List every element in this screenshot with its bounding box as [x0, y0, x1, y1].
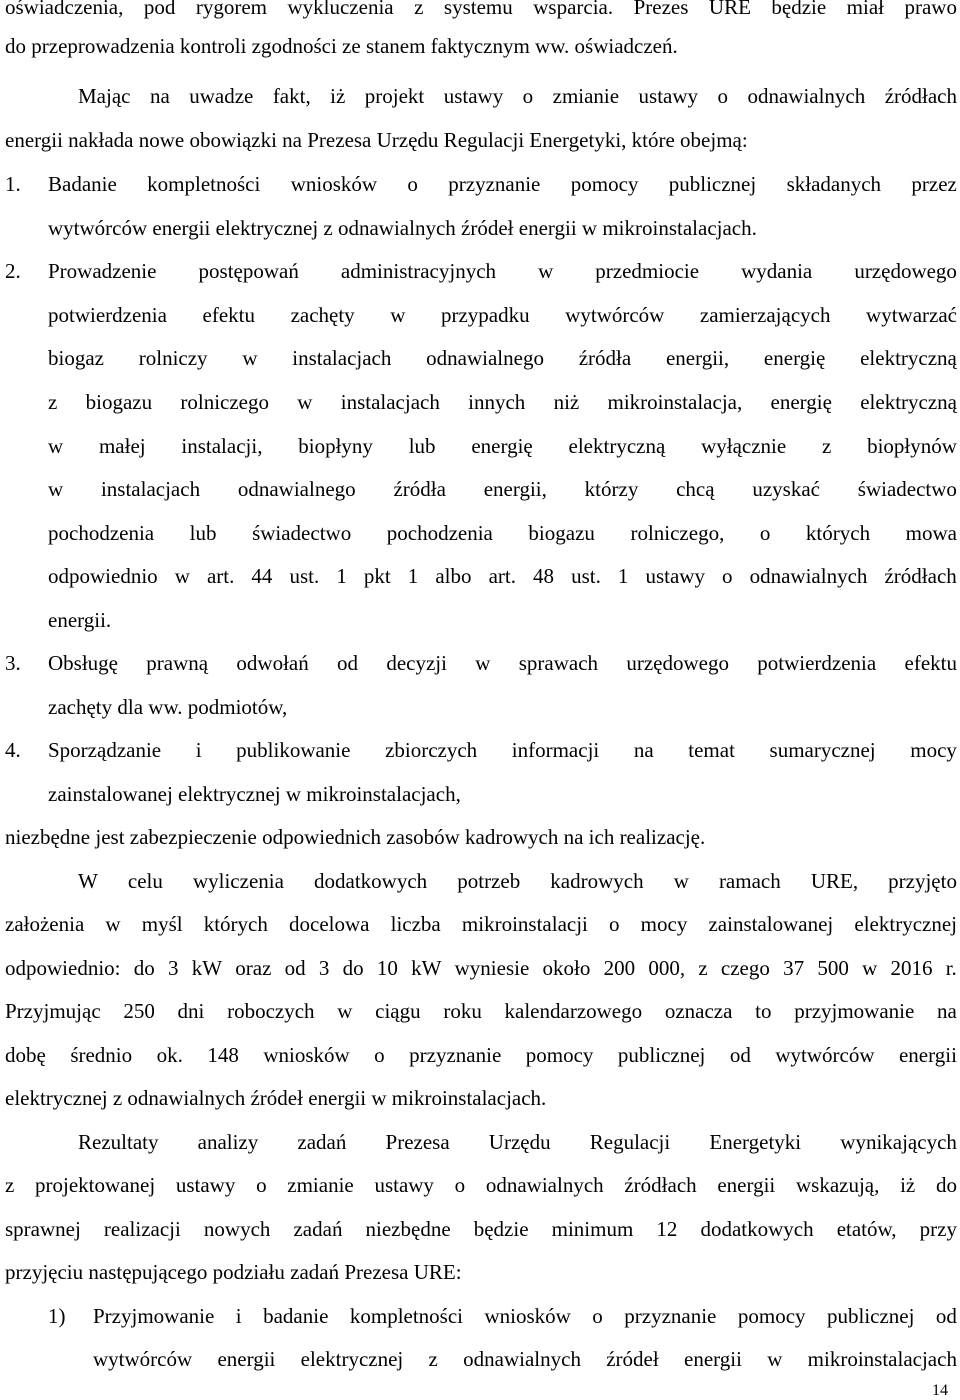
text-line [5, 1043, 957, 1067]
word: energii [717, 1173, 776, 1197]
word: instalacji, [181, 434, 263, 458]
word: kalendarzowego [504, 999, 643, 1023]
word: publicznej [617, 1043, 706, 1067]
word: energii [898, 1043, 957, 1067]
word: 500 [817, 956, 849, 980]
word: w [174, 564, 190, 588]
word: decyzji [386, 651, 447, 675]
word: przyjęto [888, 869, 957, 893]
word: odwołań [236, 651, 309, 675]
word: biogazu [528, 521, 595, 545]
word: badanie [263, 1304, 329, 1328]
text-line [78, 84, 957, 108]
word: odpowiednio [48, 564, 158, 588]
word: ustawy [638, 84, 699, 108]
text-line [48, 303, 957, 327]
word: przyznanie [624, 1304, 717, 1328]
word: minimum [551, 1217, 634, 1241]
word: wskazują, [795, 1173, 880, 1197]
word: chcą [676, 477, 715, 501]
list-marker: 1) [48, 1304, 66, 1328]
word: nowych [203, 1217, 271, 1241]
word: oświadczenia, [5, 0, 124, 19]
word: ciągu [375, 999, 421, 1023]
word: elektrycznej [854, 912, 957, 936]
word: z [698, 956, 708, 980]
word: dodatkowych [314, 869, 428, 893]
word: pomocy [570, 172, 639, 196]
word: od [935, 1304, 957, 1328]
word: URE, [810, 869, 859, 893]
text-line [48, 651, 957, 675]
word: odnawialnego [237, 477, 356, 501]
word: przez [911, 172, 957, 196]
text-line: elektrycznej z odnawialnych źródeł energii w mikroinstalacjach. [5, 1086, 547, 1110]
text-line: do przeprowadzenia kontroli zgodności ze stanem faktycznym ww. oświadczeń. [5, 34, 678, 58]
text-line [5, 956, 957, 980]
word: mikroinstalacjach [807, 1347, 957, 1371]
word: z [428, 1347, 438, 1371]
word: zbiorczych [385, 738, 478, 762]
word: energię [763, 346, 826, 370]
word: docelowa [289, 912, 370, 936]
word: w [475, 651, 491, 675]
word: odpowiednio: [5, 956, 121, 980]
word: będzie [771, 0, 827, 19]
word: od [284, 956, 306, 980]
word: których [203, 912, 268, 936]
word: składanych [786, 172, 882, 196]
word: Regulacji [589, 1130, 671, 1154]
text-line [5, 0, 957, 19]
text-line [48, 564, 957, 588]
word: niż [553, 390, 580, 414]
word: 1 [407, 564, 419, 588]
word: lub [408, 434, 436, 458]
word: z [821, 434, 832, 458]
word: informacji [511, 738, 600, 762]
word: urzędowego [626, 651, 729, 675]
word: w [538, 259, 554, 283]
word: w [337, 999, 353, 1023]
word: W [78, 869, 98, 893]
word: Prowadzenie [48, 259, 157, 283]
word: o [722, 564, 733, 588]
word: Mając [78, 84, 131, 108]
word: przypadku [440, 303, 530, 327]
word: instalacjach [100, 477, 201, 501]
word: źródłach [624, 1173, 697, 1197]
word: sprawach [518, 651, 599, 675]
word: energii [217, 1347, 276, 1371]
word: kadrowych [550, 869, 644, 893]
word: odnawialnych [485, 1173, 604, 1197]
word: oznacza [664, 999, 733, 1023]
word: potrzeb [457, 869, 521, 893]
word: instalacjach [292, 346, 392, 370]
word: administracyjnych [340, 259, 497, 283]
word: będzie [473, 1217, 529, 1241]
word: od [729, 1043, 751, 1067]
word: wytwórców [775, 1043, 875, 1067]
word: art. [488, 564, 516, 588]
word: mocy [640, 912, 688, 936]
word: o [717, 84, 728, 108]
word: Przyjmując [5, 999, 101, 1023]
word: 148 [207, 1043, 239, 1067]
word: ust. [289, 564, 320, 588]
word: lub [189, 521, 217, 545]
word: projektowanej [35, 1173, 156, 1197]
word: liczba [390, 912, 441, 936]
text-line: niezbędne jest zabezpieczenie odpowiednich zasobów kadrowych na ich realizację. [5, 825, 706, 849]
word: 12 [656, 1217, 678, 1241]
text-line [5, 1173, 957, 1197]
word: efektu [202, 303, 255, 327]
word: Obsługę [48, 651, 118, 675]
word: Prezes [633, 0, 689, 19]
word: ustawy [374, 1173, 434, 1197]
word: kompletności [349, 1304, 464, 1328]
word: 10 [376, 956, 398, 980]
word: ustawy [175, 1173, 236, 1197]
word: art. [206, 564, 235, 588]
word: wynikających [840, 1130, 957, 1154]
word: etatów, [836, 1217, 897, 1241]
word: Energetyki [709, 1130, 802, 1154]
word: pochodzenia [386, 521, 493, 545]
word: w [105, 912, 121, 936]
word: biopłyny [298, 434, 373, 458]
word: r. [945, 956, 957, 980]
word: roboczych [227, 999, 315, 1023]
word: którzy [584, 477, 639, 501]
word: przedmiocie [595, 259, 700, 283]
word: realizacji [103, 1217, 181, 1241]
word: około [542, 956, 591, 980]
text-line [93, 1347, 957, 1371]
word: w [862, 956, 878, 980]
word: kompletności [147, 172, 261, 196]
text-line [48, 259, 957, 283]
word: których [805, 521, 871, 545]
text-line: przyjęciu następującego podziału zadań Prezesa URE: [5, 1260, 462, 1284]
text-line: energii. [48, 608, 112, 632]
word: fakt, [272, 84, 311, 108]
word: iż [900, 1173, 916, 1197]
word: wydania [741, 259, 813, 283]
word: ustawy [443, 84, 504, 108]
word: elektryczną [568, 434, 666, 458]
text-line [48, 434, 957, 458]
word: małej [98, 434, 146, 458]
word: średnio [70, 1043, 133, 1067]
word: Rezultaty [78, 1130, 159, 1154]
page-number: 14 [932, 1382, 948, 1399]
word: dobę [5, 1043, 46, 1067]
word: rolniczego, [630, 521, 725, 545]
word: w [673, 869, 689, 893]
word: przyznanie [448, 172, 541, 196]
word: 000, [648, 956, 686, 980]
word: w [48, 477, 64, 501]
word: mikroinstalacji [461, 912, 588, 936]
word: wyliczenia [192, 869, 284, 893]
word: na [633, 738, 654, 762]
word: czego [720, 956, 770, 980]
word: publicznej [826, 1304, 915, 1328]
text-line [93, 1304, 957, 1328]
word: miał [846, 0, 884, 19]
word: energii, [665, 346, 730, 370]
text-line [48, 738, 957, 762]
word: wsparcia. [533, 0, 614, 19]
text-line [48, 390, 957, 414]
word: celu [127, 869, 163, 893]
word: dni [177, 999, 205, 1023]
word: zachęty [290, 303, 355, 327]
text-line [48, 172, 957, 196]
word: potwierdzenia [48, 303, 167, 327]
word: temat [688, 738, 735, 762]
word: i [195, 738, 202, 762]
word: źródłach [884, 564, 957, 588]
word: zadań [293, 1217, 343, 1241]
word: pkt [363, 564, 391, 588]
word: iż [330, 84, 346, 108]
word: 250 [123, 999, 155, 1023]
text-line [48, 346, 957, 370]
word: 3 [167, 956, 179, 980]
word: 44 [251, 564, 273, 588]
word: wyłącznie [701, 434, 787, 458]
word: do [133, 956, 155, 980]
word: do [342, 956, 364, 980]
word: zainstalowanej [708, 912, 834, 936]
word: biogazu [85, 390, 153, 414]
word: wytwarzać [866, 303, 957, 327]
word: w [767, 1347, 783, 1371]
word: ok. [156, 1043, 183, 1067]
word: odnawialnych [463, 1347, 581, 1371]
word: energii, [483, 477, 547, 501]
word: projekt [364, 84, 425, 108]
list-marker: 3. [5, 651, 21, 675]
word: albo [435, 564, 472, 588]
word: energię [770, 390, 832, 414]
word: 48 [533, 564, 555, 588]
text-line: wytwórców energii elektrycznej z odnawialnych źródeł energii w mikroinstalacjach. [48, 216, 757, 240]
word: postępowań [198, 259, 299, 283]
word: potwierdzenia [757, 651, 877, 675]
word: wykluczenia [287, 0, 394, 19]
word: źródeł [606, 1347, 659, 1371]
word: świadectwo [857, 477, 957, 501]
word: kW [411, 956, 442, 980]
word: prawo [904, 0, 957, 19]
word: efektu [904, 651, 957, 675]
list-marker: 4. [5, 738, 21, 762]
word: innych [468, 390, 526, 414]
word: Urzędu [488, 1130, 551, 1154]
word: wytwórców [93, 1347, 193, 1371]
text-line: zainstalowanej elektrycznej w mikroinstalacjach, [48, 782, 461, 806]
text-line: zachęty dla ww. podmiotów, [48, 695, 288, 719]
word: pomocy [737, 1304, 806, 1328]
word: kW [191, 956, 223, 980]
word: źródłach [884, 84, 957, 108]
word: biogaz [48, 346, 104, 370]
word: uzyskać [752, 477, 820, 501]
word: mowa [905, 521, 957, 545]
word: z [5, 1173, 15, 1197]
text-line [5, 999, 957, 1023]
word: z [48, 390, 58, 414]
word: na [149, 84, 170, 108]
word: wytwórców [565, 303, 665, 327]
word: o [374, 1043, 385, 1067]
word: roku [443, 999, 482, 1023]
word: pomocy [525, 1043, 594, 1067]
word: biopłynów [867, 434, 957, 458]
word: dodatkowych [700, 1217, 814, 1241]
word: mikroinstalacja, [607, 390, 743, 414]
word: pod [143, 0, 176, 19]
word: publicznej [668, 172, 757, 196]
word: w [48, 434, 64, 458]
word: elektrycznej [300, 1347, 404, 1371]
word: 200 [603, 956, 636, 980]
word: do [935, 1173, 957, 1197]
word: z [414, 0, 424, 19]
word: uwadze [189, 84, 254, 108]
word: 2016 [890, 956, 933, 980]
word: rolniczy [138, 346, 208, 370]
word: ust. [571, 564, 601, 588]
text-line [48, 521, 957, 545]
word: zmianie [287, 1173, 354, 1197]
word: elektryczną [860, 346, 957, 370]
text-line [5, 1217, 957, 1241]
word: niezbędne [365, 1217, 451, 1241]
word: na [937, 999, 957, 1023]
word: 1 [336, 564, 347, 588]
word: urzędowego [854, 259, 957, 283]
word: oraz [235, 956, 272, 980]
word: pochodzenia [48, 521, 155, 545]
word: myśl [141, 912, 183, 936]
word: Sporządzanie [48, 738, 162, 762]
word: w [297, 390, 313, 414]
word: odnawialnych [749, 564, 868, 588]
word: sprawnej [5, 1217, 81, 1241]
word: mocy [910, 738, 957, 762]
word: prawną [146, 651, 209, 675]
word: o [592, 1304, 603, 1328]
word: sumarycznej [769, 738, 876, 762]
word: instalacjach [340, 390, 440, 414]
word: Prezesa [385, 1130, 450, 1154]
word: Badanie [48, 172, 117, 196]
word: wniosków [290, 172, 378, 196]
word: świadectwo [252, 521, 352, 545]
list-marker: 2. [5, 259, 21, 283]
word: elektryczną [860, 390, 957, 414]
word: ramach [718, 869, 781, 893]
word: analizy [197, 1130, 259, 1154]
word: zmianie [552, 84, 620, 108]
word: przyjmowanie [794, 999, 915, 1023]
word: i [235, 1304, 242, 1328]
word: zadań [297, 1130, 347, 1154]
word: wniosków [263, 1043, 350, 1067]
word: publikowanie [236, 738, 351, 762]
word: ustawy [645, 564, 705, 588]
word: założenia [5, 912, 85, 936]
word: 3 [318, 956, 330, 980]
word: źródła [393, 477, 446, 501]
word: o [522, 84, 534, 108]
word: źródła [578, 346, 632, 370]
word: o [609, 912, 620, 936]
word: to [755, 999, 772, 1023]
word: w [390, 303, 406, 327]
text-line [78, 869, 957, 893]
word: odnawialnych [747, 84, 866, 108]
word: w [242, 346, 258, 370]
word: o [759, 521, 771, 545]
word: 37 [783, 956, 805, 980]
word: o [454, 1173, 466, 1197]
list-marker: 1. [5, 172, 21, 196]
word: wniosków [484, 1304, 571, 1328]
word: o [407, 172, 418, 196]
text-line: energii nakłada nowe obowiązki na Prezesa Urzędu Regulacji Energetyki, które obejmą: [5, 128, 748, 152]
word: rygorem [195, 0, 267, 19]
word: odnawialnego [426, 346, 544, 370]
word: rolniczego [180, 390, 269, 414]
word: zamierzających [699, 303, 831, 327]
word: 1 [617, 564, 629, 588]
word: od [337, 651, 359, 675]
text-line [78, 1130, 957, 1154]
text-line [5, 912, 957, 936]
word: Przyjmowanie [93, 1304, 215, 1328]
word: systemu [443, 0, 513, 19]
text-line [48, 477, 957, 501]
word: o [256, 1173, 267, 1197]
word: energii [684, 1347, 742, 1371]
word: przyznanie [409, 1043, 502, 1067]
word: wyniesie [454, 956, 530, 980]
word: przy [919, 1217, 957, 1241]
word: URE [708, 0, 751, 19]
word: energię [471, 434, 533, 458]
